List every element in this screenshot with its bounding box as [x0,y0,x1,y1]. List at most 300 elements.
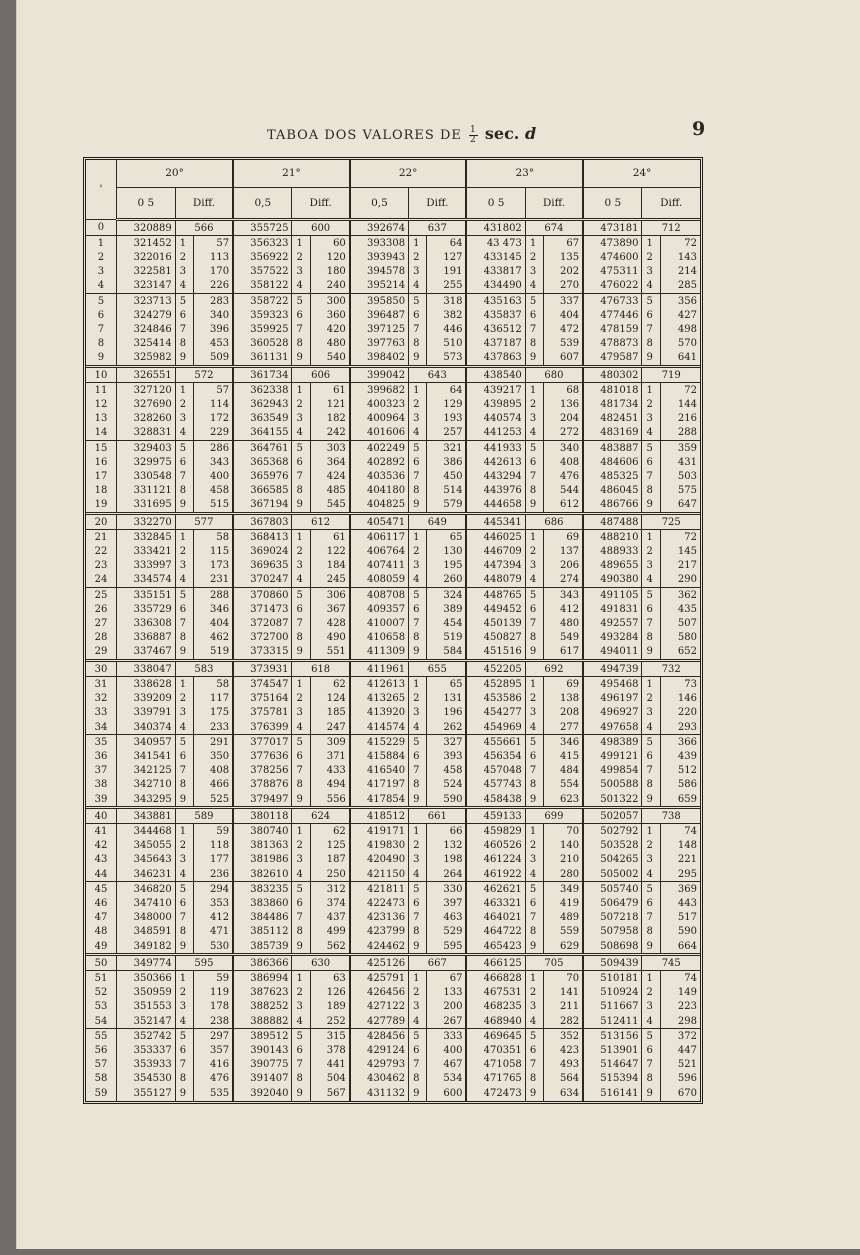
value-cell: 412613 [350,677,409,692]
value-cell: 388252 [233,1000,292,1014]
value-cell: 481734 [583,397,642,411]
proportional-digit-cell: 3 [525,706,543,720]
value-cell: 421811 [350,882,409,897]
proportional-digit-cell: 3 [175,1000,193,1014]
value-cell: 457048 [466,764,525,778]
value-cell: 383235 [233,882,292,897]
minute-cell: 13 [86,412,116,426]
minute-cell: 42 [86,839,116,853]
proportional-value-cell: 113 [194,250,234,264]
value-cell: 377017 [233,735,292,750]
minute-cell: 21 [86,530,116,545]
minute-cell: 49 [86,939,116,955]
proportional-value-cell: 647 [677,499,697,511]
minute-cell: 2 [86,250,116,264]
value-cell: 452895 [466,677,525,692]
value-cell: 355127 [116,1086,175,1101]
proportional-digit-cell: 1 [292,383,310,398]
proportional-digit-cell: 2 [525,839,543,853]
proportional-digit-cell: 3 [525,412,543,426]
value-cell: 476022 [583,279,642,294]
value-cell: 479587 [583,351,642,367]
value-cell: 450827 [466,631,525,645]
value-cell: 508698 [583,939,642,955]
value-cell: 331121 [116,484,175,498]
table-row [86,955,700,971]
value-cell: 339209 [116,692,175,706]
proportional-value-cell: 415 [544,749,584,763]
proportional-digit-cell: 2 [642,250,660,264]
value-cell: 510924 [583,986,642,1000]
value-cell: 342125 [116,764,175,778]
value-cell: 335729 [116,602,175,616]
value-cell: 423799 [350,925,409,939]
value-cell: 457743 [466,778,525,792]
proportional-value-cell: 412 [194,911,234,925]
proportional-digit-cell: 2 [292,692,310,706]
proportional-digit-cell: 2 [642,986,660,1000]
proportional-digit-cell: 5 [409,735,427,750]
value-cell: 397125 [350,322,409,336]
proportional-digit-cell: 1 [642,824,660,839]
proportional-digit-cell: 5 [642,588,660,603]
proportional-value-cell: 72 [660,236,700,251]
proportional-digit-cell: 6 [409,749,427,763]
value-cell: 496927 [583,706,642,720]
proportional-digit-cell: 2 [175,545,193,559]
value-cell: 403536 [350,469,409,483]
proportional-digit-cell: 7 [409,911,427,925]
value-cell: 357522 [233,265,292,279]
value-cell: 478873 [583,337,642,351]
proportional-value-cell: 570 [677,338,697,350]
value-cell: 469645 [466,1029,525,1044]
proportional-digit-cell: 7 [175,911,193,925]
proportional-value-cell: 480 [310,337,350,351]
table-row [86,337,700,351]
proportional-digit-cell: 2 [292,839,310,853]
proportional-digit-cell: 1 [175,677,193,692]
proportional-digit-cell: 5 [525,735,543,750]
proportional-digit-cell: 6 [409,455,427,469]
fraction-denominator: 2 [470,135,477,145]
value-cell: 480302 [583,367,642,383]
value-cell: 510181 [583,971,642,986]
value-cell: 417197 [350,778,409,792]
table-row [86,824,700,839]
main-difference-cell: 725 [642,514,700,530]
value-cell: 397763 [350,337,409,351]
main-difference-cell: 595 [175,955,233,971]
value-cell: 443976 [466,484,525,498]
proportional-digit-cell: 6 [642,896,660,910]
minute-cell: 58 [86,1072,116,1086]
main-difference-cell: 738 [642,808,700,824]
proportional-value-cell: 521 [677,1059,697,1071]
proportional-value-cell: 510 [427,337,467,351]
value-cell: 387623 [233,986,292,1000]
value-cell: 491831 [583,602,642,616]
value-cell: 443294 [466,469,525,483]
value-cell: 465423 [466,939,525,955]
value-cell: 503528 [583,839,642,853]
proportional-value-cell: 309 [310,735,350,750]
proportional-digit-cell: 8 [409,484,427,498]
proportional-digit-cell: 5 [292,882,310,897]
value-cell: 429793 [350,1058,409,1072]
proportional-digit-cell: 5 [642,735,660,750]
value-cell: 353933 [116,1058,175,1072]
value-cell: 504265 [583,853,642,867]
proportional-digit-cell: 1 [292,677,310,692]
proportional-digit-cell: 6 [525,749,543,763]
proportional-digit-cell: 9 [409,939,427,955]
proportional-value-cell: 504 [310,1072,350,1086]
value-cell: 452205 [466,661,525,677]
proportional-digit-cell: 9 [175,1086,193,1101]
proportional-digit-cell: 1 [409,677,427,692]
table-row [86,573,700,588]
proportional-digit-cell: 2 [525,250,543,264]
proportional-digit-cell: 1 [642,530,660,545]
value-cell: 477446 [583,308,642,322]
proportional-value-cell: 540 [310,351,350,367]
value-cell: 367803 [233,514,292,530]
value-cell: 436512 [466,322,525,336]
table-row [86,1072,700,1086]
proportional-value-cell: 393 [427,749,467,763]
table-row [86,236,700,251]
value-cell: 491105 [583,588,642,603]
main-difference-cell: 566 [175,220,233,236]
table-row [86,735,700,750]
value-cell: 407411 [350,559,409,573]
proportional-digit-cell: 7 [409,764,427,778]
table-row [86,265,700,279]
proportional-digit-cell: 6 [292,1043,310,1057]
secant-table [83,157,703,1104]
proportional-value-cell: 333 [427,1029,467,1044]
value-cell: 322581 [116,265,175,279]
value-cell: 433817 [466,265,525,279]
proportional-digit-cell: 6 [175,1043,193,1057]
minute-cell: 34 [86,720,116,735]
value-cell: 393943 [350,250,409,264]
value-cell: 378256 [233,764,292,778]
minute-cell: 3 [86,265,116,279]
proportional-digit-cell: 5 [292,588,310,603]
proportional-digit-cell: 2 [175,250,193,264]
value-column-header: 0 5 [466,188,525,220]
value-cell: 356323 [233,236,292,251]
value-cell: 371473 [233,602,292,616]
proportional-value-cell: 350 [194,749,234,763]
proportional-value-cell: 242 [310,426,350,441]
proportional-digit-cell: 8 [175,1072,193,1086]
proportional-value-cell: 67 [427,971,467,986]
proportional-digit-cell: 5 [525,588,543,603]
value-cell: 427122 [350,1000,409,1014]
proportional-digit-cell: 5 [175,1029,193,1044]
proportional-digit-cell: 6 [409,1043,427,1057]
proportional-digit-cell: 7 [642,616,660,630]
proportional-value-cell: 321 [427,441,467,456]
proportional-digit-cell: 5 [175,588,193,603]
proportional-value-cell: 200 [427,1000,467,1014]
proportional-value-cell: 125 [310,839,350,853]
proportional-digit-cell: 3 [175,559,193,573]
minute-cell: 17 [86,469,116,483]
value-cell: 423136 [350,911,409,925]
proportional-value-cell: 372 [660,1029,700,1044]
proportional-value-cell: 408 [194,764,234,778]
proportional-value-cell: 419 [544,896,584,910]
proportional-value-cell: 306 [310,588,350,603]
value-cell: 376399 [233,720,292,735]
proportional-digit-cell: 8 [642,1072,660,1086]
value-cell: 336887 [116,631,175,645]
value-cell: 507218 [583,911,642,925]
proportional-value-cell: 240 [310,279,350,294]
value-cell: 445341 [466,514,525,530]
value-cell: 395850 [350,294,409,309]
proportional-value-cell: 327 [427,735,467,750]
proportional-value-cell: 131 [427,692,467,706]
proportional-digit-cell: 5 [642,1029,660,1044]
table-row [86,322,700,336]
minute-cell: 4 [86,279,116,294]
value-cell: 461224 [466,853,525,867]
proportional-digit-cell: 9 [175,498,193,514]
value-cell: 415229 [350,735,409,750]
value-cell: 332845 [116,530,175,545]
proportional-value-cell: 288 [194,588,234,603]
proportional-value-cell: 357 [194,1043,234,1057]
value-cell: 343881 [116,808,175,824]
proportional-value-cell: 231 [194,573,234,588]
proportional-value-cell: 343 [194,455,234,469]
table-row [86,530,700,545]
table-row [86,383,700,398]
proportional-digit-cell: 8 [642,337,660,351]
value-cell: 464021 [466,911,525,925]
proportional-value-cell: 590 [427,792,467,808]
proportional-value-cell: 367 [310,602,350,616]
value-cell: 494011 [583,645,642,661]
proportional-digit-cell: 1 [642,971,660,986]
proportional-value-cell: 524 [427,778,467,792]
proportional-value-cell: 290 [677,574,697,586]
proportional-value-cell: 127 [427,250,467,264]
value-cell: 441933 [466,441,525,456]
proportional-digit-cell: 1 [409,971,427,986]
proportional-value-cell: 300 [310,294,350,309]
proportional-value-cell: 579 [427,498,467,514]
proportional-value-cell: 119 [194,986,234,1000]
proportional-digit-cell: 6 [642,308,660,322]
value-cell: 354530 [116,1072,175,1086]
value-cell: 400323 [350,397,409,411]
proportional-value-cell: 267 [427,1014,467,1029]
proportional-value-cell: 397 [427,896,467,910]
minute-cell: 27 [86,616,116,630]
proportional-digit-cell: 4 [642,573,660,588]
proportional-digit-cell: 3 [292,1000,310,1014]
proportional-digit-cell: 6 [642,602,660,616]
proportional-value-cell: 178 [194,1000,234,1014]
proportional-value-cell: 65 [427,530,467,545]
value-cell: 399682 [350,383,409,398]
value-cell: 429124 [350,1043,409,1057]
proportional-digit-cell: 7 [642,911,660,925]
proportional-digit-cell: 8 [525,484,543,498]
proportional-value-cell: 346 [544,735,584,750]
table-row [86,602,700,616]
main-difference-cell: 600 [292,220,350,236]
value-cell: 468235 [466,1000,525,1014]
value-cell: 362943 [233,397,292,411]
proportional-value-cell: 437 [310,911,350,925]
proportional-value-cell: 260 [427,573,467,588]
proportional-value-cell: 346 [194,602,234,616]
value-cell: 427789 [350,1014,409,1029]
proportional-digit-cell: 2 [175,986,193,1000]
value-cell: 338047 [116,661,175,677]
proportional-digit-cell: 6 [175,455,193,469]
proportional-digit-cell: 2 [642,839,660,853]
proportional-value-cell: 529 [427,925,467,939]
value-cell: 386994 [233,971,292,986]
proportional-value-cell: 198 [427,853,467,867]
value-cell: 333997 [116,559,175,573]
value-cell: 459133 [466,808,525,824]
minute-cell: 7 [86,322,116,336]
proportional-value-cell: 298 [677,1015,697,1027]
value-cell: 411309 [350,645,409,661]
table-row [86,706,700,720]
proportional-digit-cell: 7 [525,1058,543,1072]
proportional-value-cell: 60 [310,236,350,251]
proportional-value-cell: 57 [194,236,234,251]
proportional-value-cell: 69 [544,677,584,692]
value-cell: 460526 [466,839,525,853]
proportional-value-cell: 366 [660,735,700,750]
proportional-value-cell: 280 [544,867,584,882]
proportional-digit-cell: 1 [292,530,310,545]
proportional-digit-cell: 4 [175,426,193,441]
minute-cell: 38 [86,778,116,792]
minute-cell: 52 [86,986,116,1000]
proportional-digit-cell: 8 [525,778,543,792]
proportional-digit-cell: 5 [175,294,193,309]
proportional-value-cell: 146 [677,693,697,705]
proportional-digit-cell: 5 [525,1029,543,1044]
proportional-value-cell: 476 [194,1072,234,1086]
value-cell: 497658 [583,720,642,735]
proportional-digit-cell: 3 [409,853,427,867]
value-cell: 473181 [583,220,642,236]
value-cell: 334574 [116,573,175,588]
value-cell: 413265 [350,692,409,706]
value-cell: 336308 [116,616,175,630]
proportional-digit-cell: 6 [292,896,310,910]
proportional-digit-cell: 1 [292,971,310,986]
proportional-digit-cell: 4 [292,1014,310,1029]
proportional-value-cell: 458 [427,764,467,778]
table-row [86,853,700,867]
diff-column-header: Diff. [292,188,350,220]
value-cell: 502057 [583,808,642,824]
proportional-digit-cell: 7 [409,1058,427,1072]
proportional-value-cell: 629 [544,939,584,955]
value-cell: 431802 [466,220,525,236]
proportional-value-cell: 412 [544,602,584,616]
proportional-digit-cell: 7 [292,911,310,925]
proportional-digit-cell: 1 [642,236,660,251]
value-cell: 368413 [233,530,292,545]
proportional-digit-cell: 9 [175,792,193,808]
proportional-digit-cell: 5 [409,1029,427,1044]
proportional-value-cell: 443 [677,897,697,909]
proportional-value-cell: 512 [677,765,697,777]
proportional-value-cell: 216 [677,413,697,425]
proportional-digit-cell: 3 [642,412,660,426]
proportional-value-cell: 600 [427,1086,467,1101]
proportional-value-cell: 462 [194,631,234,645]
proportional-digit-cell: 6 [175,602,193,616]
table-row [86,808,700,824]
value-cell: 339791 [116,706,175,720]
proportional-value-cell: 596 [677,1073,697,1085]
value-cell: 369635 [233,559,292,573]
proportional-digit-cell: 1 [175,530,193,545]
proportional-digit-cell: 9 [292,939,310,955]
value-cell: 352147 [116,1014,175,1029]
proportional-value-cell: 229 [194,426,234,441]
proportional-digit-cell: 8 [409,631,427,645]
proportional-value-cell: 193 [427,412,467,426]
proportional-value-cell: 447 [677,1044,697,1056]
value-cell: 434490 [466,279,525,294]
minute-cell: 47 [86,911,116,925]
proportional-digit-cell: 4 [292,426,310,441]
minute-cell: 45 [86,882,116,897]
table-row [86,1058,700,1072]
minute-cell: 54 [86,1014,116,1029]
main-difference-cell: 680 [525,367,583,383]
proportional-digit-cell: 3 [642,706,660,720]
proportional-value-cell: 129 [427,397,467,411]
value-cell: 340957 [116,735,175,750]
value-cell: 333421 [116,545,175,559]
proportional-digit-cell: 4 [525,279,543,294]
proportional-value-cell: 499 [310,925,350,939]
proportional-digit-cell: 3 [642,853,660,867]
proportional-value-cell: 641 [677,352,697,364]
proportional-digit-cell: 8 [292,337,310,351]
value-cell: 473890 [583,236,642,251]
proportional-digit-cell: 2 [409,986,427,1000]
proportional-digit-cell: 7 [642,469,660,483]
minute-cell: 28 [86,631,116,645]
value-column-header: 0 5 [583,188,642,220]
value-cell: 478159 [583,322,642,336]
value-cell: 400964 [350,412,409,426]
value-cell: 358122 [233,279,292,294]
table-row [86,1014,700,1029]
proportional-value-cell: 485 [310,484,350,498]
table-row [86,792,700,808]
